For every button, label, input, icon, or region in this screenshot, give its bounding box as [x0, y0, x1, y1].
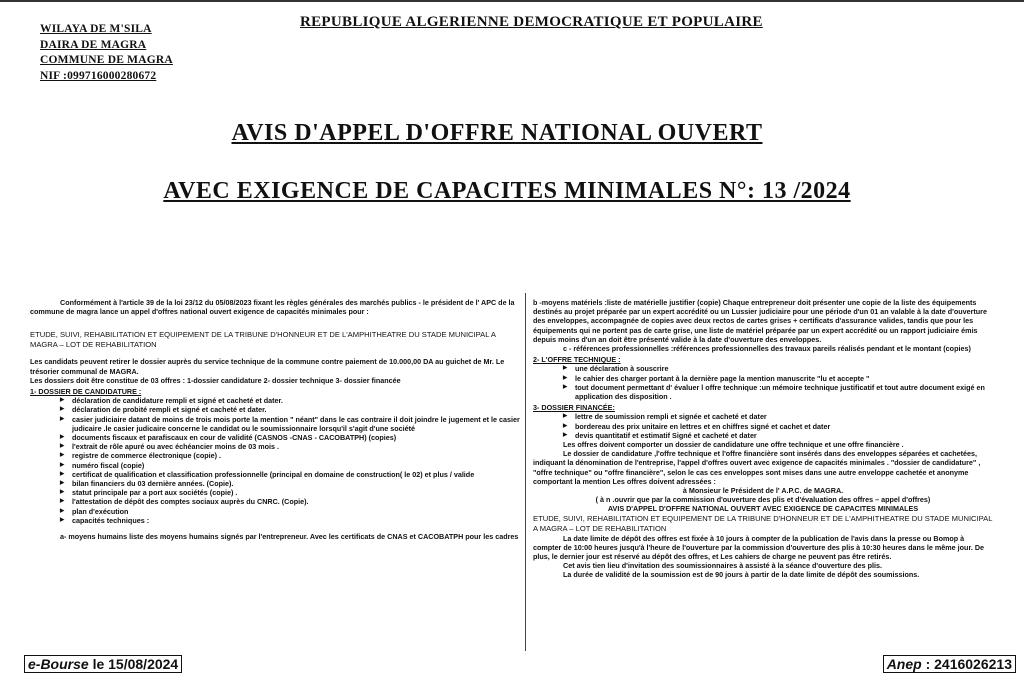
notice-title: [0, 120, 1024, 147]
intro-paragraph: Conformément à l'article 39 de la loi 23/12 du 05/08/2023 fixant les règles générales des marchés publics - le président de l' APC de la commune de magra lance un appel d'offres national ouvert exigence de capacités minimales pour :: [30, 298, 515, 317]
list-item: ▶ statut principale par a port aux sociétés (copie) .: [60, 488, 522, 497]
references-paragraph: c - références professionnelles :références professionnelles des travaux pareils réalisés pendant et le montant (copies): [563, 344, 971, 354]
list-item: ▶ déclaration de probité rempli et signé et cacheté et dater.: [60, 405, 522, 414]
list-item: ▶ bilan financiers du 03 dernière années. (Copie).: [60, 479, 522, 488]
offers-paragraph: Les offres doivent comporter un dossier de candidature une offre technique et une offre financière .: [563, 440, 904, 450]
withdraw-paragraph: Les candidats peuvent retirer le dossier auprès du service technique de la commune contre paiement de 10.000,00 DA au guichet de Mr. Le trésorier communal de MAGRA.: [30, 357, 505, 376]
list-item: ▶ numéro fiscal (copie): [60, 461, 522, 470]
project-title-repeat: ETUDE, SUIVI, REHABILITATION ET EQUIPEMENT DE LA TRIBUNE D'HONNEUR ET DE L'AMPHITHEATRE DU STADE MUNICIPAL A MAGRA – LOT DE REHABILITATION: [533, 513, 993, 533]
addressee-line: à Monsieur le Président de l' A.P.C. de MAGRA.: [682, 486, 844, 496]
list-item: ▶ déclaration de candidature rempli et signé et cacheté et dater.: [60, 396, 522, 405]
notice-title-text: AVIS D'APPEL D'OFFRE NATIONAL OUVERT: [231, 120, 763, 146]
validity-paragraph: La durée de validité de la soumission est de 90 jours à partir de la date limite de dépôt des soumissions.: [563, 570, 920, 580]
wilaya-line: WILAYA DE M'SILA: [40, 23, 152, 35]
material-means-paragraph: b -moyens matériels :liste de matérielle justifier (copie) Chaque entrepreneur doit présenter une copie de la liste des équipements destinés au projet préparée par un expert accrédité ou un Lussier judiciaire pour une période d'un 01 an valable à la date d'ouverture des enveloppes, accompagnée de copies avec deux rectos de cartes grises + certificats d'assurance valides, tandis que pour les équipements qui ne portent pas de carte grise, une liste de matériel préparée par un expert accrédité ou un rapport judiciaire émis depuis moins d'un an doit être présenté valide à la date d'ouverture des enveloppes.: [533, 298, 987, 344]
daira-line: DAIRA DE MAGRA: [40, 38, 147, 51]
section-technical-title: 2- L'OFFRE TECHNIQUE :: [533, 355, 621, 365]
top-rule: [0, 0, 1024, 2]
avis-reference-line: AVIS D'APPEL D'OFFRE NATIONAL OUVERT AVEC EXIGENCE DE CAPACITES MINIMALES: [607, 504, 919, 514]
publication-brand: e-Bourse: [28, 656, 89, 672]
deadline-paragraph: La date limite de dépôt des offres est fixée à 10 jours à compter de la publication de l'avis dans la presse ou Bomop à compter de 10:00 heures jusqu'à l'heure de l'ouverture par la commission d'ouverture des plis à 10:30 heures dans le même jour. De plus, le dernier jour est réservé au dépôt des offres, et Les cahiers de charge ne peuvent pas être retirés.: [533, 533, 985, 562]
republic-heading: REPUBLIQUE ALGERIENNE DEMOCRATIQUE ET POPULAIRE: [300, 14, 763, 30]
list-item: ▶ documents fiscaux et parafiscaux en cour de validité (CASNOS -CNAS - CACOBATPH) (copies): [60, 433, 522, 442]
list-item: ▶ capacités techniques :: [60, 516, 522, 525]
section-candidature-title: 1- DOSSIER DE CANDIDATURE :: [30, 387, 142, 397]
anep-reference-box: [883, 655, 1016, 673]
publication-date-box: [24, 655, 182, 673]
project-title: ETUDE, SUIVI, REHABILITATION ET EQUIPEMENT DE LA TRIBUNE D'HONNEUR ET DE L'AMPHITHEATRE DU STADE MUNICIPAL A MAGRA – LOT DE REHABILITATION: [30, 330, 496, 350]
list-item: ▶ lettre de soumission rempli et signée et cacheté et dater: [563, 412, 993, 421]
list-item: ▶ registre de commerce électronique (copie) .: [60, 451, 522, 460]
human-means-paragraph: a- moyens humains liste des moyens humains signés par l'entrepreneur. Avec les certificats de CNAS et CACOBATPH pour les cadres: [60, 532, 519, 542]
commune-line: COMMUNE DE MAGRA: [40, 54, 173, 66]
financial-list: [533, 412, 993, 440]
composition-paragraph: Les dossiers doit être constitue de 03 offres : 1-dossier candidature 2- dossier technique 3- dossier financée: [30, 375, 401, 385]
section-financial-title: 3- DOSSIER FINANCÉE:: [533, 403, 615, 413]
technical-list: [533, 364, 993, 401]
nif-line: NIF :099716000280672: [40, 69, 157, 82]
list-item: ▶ le cahier des charger portant à la dernière page la mention manuscrite "lu et accepte ": [563, 374, 993, 383]
administrative-header: [40, 22, 173, 84]
list-item: ▶ plan d'exécution: [60, 507, 522, 516]
opening-note: ( à n .ouvrir que par la commission d'ouverture des plis et d'évaluation des offres – appel d'offres): [595, 495, 931, 505]
list-item: ▶ devis quantitatif et estimatif Signé et cacheté et dater: [563, 431, 993, 440]
anep-code: : 2416026213: [921, 656, 1012, 672]
list-item: ▶ une déclaration à souscrire: [563, 364, 993, 373]
anep-brand: Anep: [886, 656, 922, 672]
left-column: [30, 298, 522, 541]
candidature-list: [30, 396, 522, 525]
envelopes-paragraph: Le dossier de candidature ,l'offre technique et l'offre financière sont insérés dans des enveloppes séparées et cachetées, indiquant la dénomination de l'entreprise, l'appel d'offres ouvert avec exigence de capacités minimales . "dossier de candidature" , "offre technique" ou "offre financière", selon le cas ces enveloppes sont mises dans une autre enveloppe cachetée et anonyme comportant la mention Les offres doivent adressées :: [533, 449, 981, 486]
column-divider: [525, 293, 526, 651]
list-item: ▶ l'extrait de rôle apuré ou avec échéancier moins de 03 mois .: [60, 442, 522, 451]
notice-subtitle-text: AVEC EXIGENCE DE CAPACITES MINIMALES N°: 13 /2024: [163, 178, 851, 204]
publication-date: le 15/08/2024: [88, 656, 179, 672]
list-item: ▶ bordereau des prix unitaire en lettres et en chiffres signé et cachet et dater: [563, 422, 993, 431]
list-item: ▶ tout document permettant d' évaluer l offre technique :un mémoire technique justificatif et tout autre document exigé en application des disposition .: [563, 383, 993, 401]
list-item: ▶ l'attestation de dépôt des comptes sociaux auprès du CNRC. (Copie).: [60, 497, 522, 506]
list-item: ▶ casier judiciaire datant de moins de trois mois porte la mention " néant" dans le cas contraire il doit joindre le jugement et le casier judicaire .le casier judicaire concerne le candidat ou le soumissionnaire lorsqu'il s'agit d'une société: [60, 415, 522, 433]
list-item: ▶ certificat de qualification et classification professionnelle (principal en domaine de construction( le 02) et plus / valide: [60, 470, 522, 479]
right-column: [533, 298, 993, 580]
invitation-paragraph: Cet avis tien lieu d'invitation des soumissionnaires à assisté à la séance d'ouverture des plis.: [563, 561, 882, 571]
notice-subtitle: [0, 178, 1024, 205]
